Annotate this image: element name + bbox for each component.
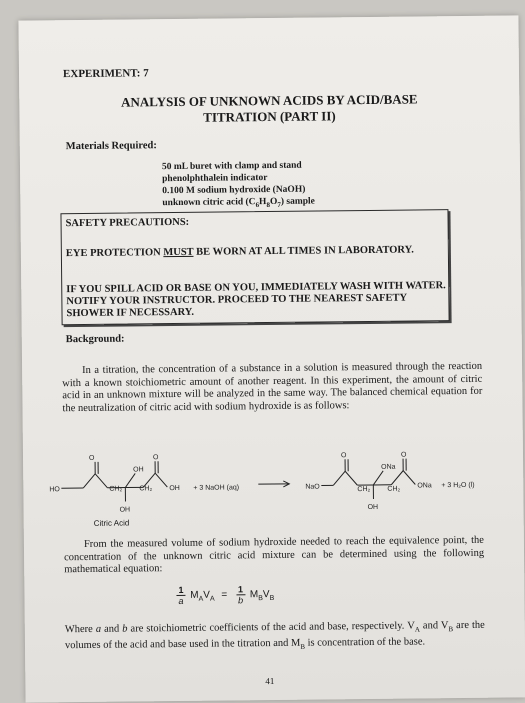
fraction-1-over-b: $\frac{1}{b}$ <box>236 584 245 605</box>
svg-text:ONa: ONa <box>417 482 432 489</box>
svg-text:CH₂: CH₂ <box>387 486 400 493</box>
materials-list <box>162 160 315 212</box>
svg-text:OH: OH <box>120 506 131 513</box>
background-paragraph: In a titration, the concentration of a substance in a solution is measured through the reaction with a known stoichiometric amount of another reagent. In this experiment, the amount of citric acid in an unknown mixture will be analyzed in the same way. The balanced chemical equation for the neutralization of citric acid with sodium hydroxide is as follows: <box>62 361 483 415</box>
svg-text:ONa: ONa <box>381 464 396 471</box>
page-number: 41 <box>265 676 274 686</box>
svg-text:CH₂: CH₂ <box>139 485 152 492</box>
svg-text:NaO: NaO <box>305 484 320 491</box>
safety-heading: SAFETY PRECAUTIONS: <box>66 217 190 230</box>
material-item: phenolphthalein indicator <box>162 172 315 186</box>
experiment-number: EXPERIMENT: 7 <box>63 67 149 80</box>
material-item: 0.100 M sodium hydroxide (NaOH) <box>162 184 315 198</box>
material-item: 50 mL buret with clamp and stand <box>162 160 315 174</box>
safety-box <box>60 209 449 325</box>
svg-text:CH₂: CH₂ <box>109 486 122 493</box>
citric-acid-reaction-diagram <box>43 445 514 520</box>
svg-text:CH₂: CH₂ <box>357 486 370 493</box>
title-line-1: ANALYSIS OF UNKNOWN ACIDS BY ACID/BASE <box>59 91 479 111</box>
reagent-text: + 3 NaOH (aq) <box>193 484 239 491</box>
titration-equation: $\frac{1}{a}$ $M_AV_A$ = $\frac{1}{b}$ $M_BV_B$ <box>174 584 274 606</box>
safety-spill-instructions: IF YOU SPILL ACID OR BASE ON YOU, IMMEDIATELY WASH WITH WATER. NOTIFY YOUR INSTRUCTOR. PROCEED TO THE NEAREST SAFETY SHOWER IF NECESSARY. <box>66 280 446 320</box>
materials-heading: Materials Required: <box>66 140 157 152</box>
title-line-2: TITRATION (PART II) <box>59 107 479 127</box>
equation-intro-paragraph: From the measured volume of sodium hydroxide needed to reach the equivalence point, the concentration of the unknown citric acid mixture can be determined using the following mathematical equation: <box>64 535 484 577</box>
svg-text:O: O <box>341 452 347 459</box>
safety-eye-protection: EYE PROTECTION MUST BE WORN AT ALL TIMES IN LABORATORY. <box>66 244 446 260</box>
lhs-term: $M_AV_A$ <box>190 590 214 601</box>
svg-text:O: O <box>89 455 95 462</box>
variable-definitions-paragraph: Where a and b are stoichiometric coefficients of the acid and base, respectively. $V_A$ and $V_B$ are the volumes of the acid and base used in the titration and $M_B$ is concentration of the base. <box>65 620 485 656</box>
background-heading: Background: <box>66 334 125 346</box>
svg-text:O: O <box>401 452 407 459</box>
material-item: unknown citric acid $(C_6H_8O_7)$ sample <box>162 196 315 212</box>
document-page <box>18 15 525 702</box>
svg-text:OH: OH <box>368 504 379 511</box>
product-extra-text: + 3 H₂O (l) <box>441 482 474 489</box>
fraction-1-over-a: $\frac{1}{a}$ <box>176 585 185 606</box>
rhs-term: $M_BV_B$ <box>250 589 274 600</box>
svg-text:OH: OH <box>169 485 180 492</box>
citric-acid-label: Citric Acid <box>94 519 130 528</box>
svg-text:HO: HO <box>49 486 60 493</box>
svg-text:O: O <box>153 454 159 461</box>
svg-text:OH: OH <box>133 466 144 473</box>
